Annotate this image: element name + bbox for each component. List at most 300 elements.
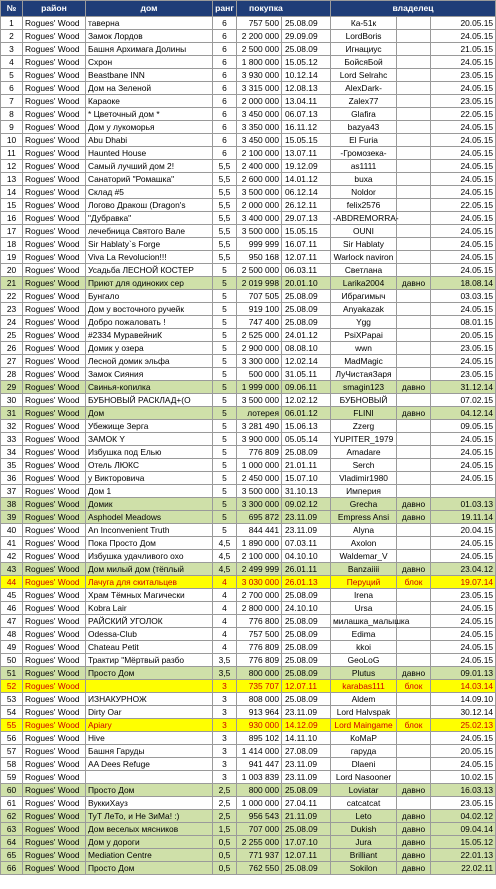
table-row	[1, 693, 496, 706]
cell-last-visit: 24.05.15	[431, 56, 496, 69]
cell-number: 40	[1, 524, 23, 537]
cell-district: Rogues' Wood	[23, 849, 86, 862]
cell-district: Rogues' Wood	[23, 823, 86, 836]
cell-status	[397, 186, 431, 199]
table-row	[1, 329, 496, 342]
cell-district: Rogues' Wood	[23, 498, 86, 511]
cell-status	[397, 30, 431, 43]
cell-last-visit: 24.05.15	[431, 355, 496, 368]
cell-last-visit	[431, 485, 496, 498]
cell-last-visit: 20.05.15	[431, 329, 496, 342]
cell-house: Санаторий "Ромашка"	[86, 173, 213, 186]
table-row	[1, 303, 496, 316]
cell-price: 800 000	[237, 784, 282, 797]
cell-status	[397, 472, 431, 485]
cell-last-visit: 24.05.15	[431, 82, 496, 95]
cell-status	[397, 524, 431, 537]
cell-number: 58	[1, 758, 23, 771]
cell-purchase-date: 06.01.12	[282, 407, 331, 420]
cell-house: таверна	[86, 17, 213, 30]
cell-status: давно	[397, 511, 431, 524]
cell-rank: 5	[213, 407, 237, 420]
cell-district: Rogues' Wood	[23, 433, 86, 446]
cell-status	[397, 147, 431, 160]
cell-owner: -Громозека-	[331, 147, 397, 160]
cell-last-visit: 16.03.13	[431, 784, 496, 797]
cell-status	[397, 394, 431, 407]
cell-rank: 5,5	[213, 186, 237, 199]
cell-number: 15	[1, 199, 23, 212]
cell-status	[397, 355, 431, 368]
cell-price: 735 707	[237, 680, 282, 693]
cell-district: Rogues' Wood	[23, 225, 86, 238]
cell-rank: 5	[213, 355, 237, 368]
cell-house: Beastbane INN	[86, 69, 213, 82]
cell-status	[397, 329, 431, 342]
cell-purchase-date: 09.06.11	[282, 381, 331, 394]
table-row	[1, 537, 496, 550]
cell-district: Rogues' Wood	[23, 589, 86, 602]
cell-rank: 3,5	[213, 654, 237, 667]
cell-rank: 1,5	[213, 823, 237, 836]
cell-house: Храм Тёмных Магически	[86, 589, 213, 602]
table-row	[1, 589, 496, 602]
cell-purchase-date: 24.10.10	[282, 602, 331, 615]
cell-owner: Перуций	[331, 576, 397, 589]
cell-purchase-date: 09.02.12	[282, 498, 331, 511]
cell-number: 11	[1, 147, 23, 160]
cell-district: Rogues' Wood	[23, 69, 86, 82]
cell-number: 64	[1, 836, 23, 849]
cell-house: Избушка удачливого охо	[86, 550, 213, 563]
cell-purchase-date: 10.12.14	[282, 69, 331, 82]
cell-district: Rogues' Wood	[23, 862, 86, 875]
cell-number: 6	[1, 82, 23, 95]
cell-house: Домик	[86, 498, 213, 511]
cell-rank: 2,5	[213, 784, 237, 797]
cell-district: Rogues' Wood	[23, 82, 86, 95]
table-row	[1, 511, 496, 524]
cell-rank: 5	[213, 511, 237, 524]
cell-district: Rogues' Wood	[23, 108, 86, 121]
cell-house	[86, 680, 213, 693]
cell-house: Mediation Centre	[86, 849, 213, 862]
cell-district: Rogues' Wood	[23, 264, 86, 277]
cell-number: 44	[1, 576, 23, 589]
cell-status	[397, 121, 431, 134]
cell-purchase-date: 25.08.09	[282, 628, 331, 641]
cell-number: 20	[1, 264, 23, 277]
cell-house: Abu Dhabi	[86, 134, 213, 147]
cell-status	[397, 316, 431, 329]
cell-district: Rogues' Wood	[23, 420, 86, 433]
cell-owner: Ygg	[331, 316, 397, 329]
cell-status	[397, 446, 431, 459]
cell-purchase-date: 25.08.09	[282, 316, 331, 329]
cell-number: 56	[1, 732, 23, 745]
cell-number: 31	[1, 407, 23, 420]
cell-price: 895 102	[237, 732, 282, 745]
cell-number: 52	[1, 680, 23, 693]
cell-status	[397, 641, 431, 654]
header-owner: владелец	[331, 1, 496, 17]
table-row	[1, 433, 496, 446]
cell-purchase-date: 23.11.09	[282, 771, 331, 784]
cell-house: Логово Дракош (Dragon's	[86, 199, 213, 212]
table-row	[1, 147, 496, 160]
cell-last-visit: 08.01.15	[431, 316, 496, 329]
cell-owner: Ибрагимыч	[331, 290, 397, 303]
cell-last-visit: 23.05.15	[431, 797, 496, 810]
cell-rank: 4	[213, 602, 237, 615]
cell-price: 747 400	[237, 316, 282, 329]
cell-house: AA Dees Refuge	[86, 758, 213, 771]
cell-last-visit: 20.04.15	[431, 524, 496, 537]
cell-number: 51	[1, 667, 23, 680]
cell-last-visit: 20.05.15	[431, 17, 496, 30]
cell-purchase-date: 25.08.09	[282, 862, 331, 875]
cell-number: 60	[1, 784, 23, 797]
cell-district: Rogues' Wood	[23, 550, 86, 563]
cell-status: давно	[397, 563, 431, 576]
cell-last-visit: 31.12.14	[431, 381, 496, 394]
cell-rank: 5,5	[213, 199, 237, 212]
cell-number: 23	[1, 303, 23, 316]
cell-house: Отель ЛЮКС	[86, 459, 213, 472]
cell-price: 757 500	[237, 628, 282, 641]
cell-owner: buxa	[331, 173, 397, 186]
cell-number: 65	[1, 849, 23, 862]
cell-status	[397, 108, 431, 121]
cell-purchase-date: 06.12.14	[282, 186, 331, 199]
cell-status	[397, 693, 431, 706]
cell-rank: 6	[213, 56, 237, 69]
cell-owner: Vladimir1980	[331, 472, 397, 485]
cell-purchase-date: 24.01.12	[282, 329, 331, 342]
cell-rank: 6	[213, 69, 237, 82]
cell-number: 17	[1, 225, 23, 238]
table-row	[1, 810, 496, 823]
cell-number: 22	[1, 290, 23, 303]
cell-status: блок	[397, 576, 431, 589]
cell-purchase-date: 04.10.10	[282, 550, 331, 563]
cell-rank: 5	[213, 342, 237, 355]
cell-number: 5	[1, 69, 23, 82]
cell-owner: Игнациус	[331, 43, 397, 56]
cell-house: Склад #5	[86, 186, 213, 199]
cell-owner: КоМаР	[331, 732, 397, 745]
header-house: дом	[86, 1, 213, 17]
cell-owner: Axolon	[331, 537, 397, 550]
cell-purchase-date: 25.08.09	[282, 654, 331, 667]
cell-last-visit: 24.05.15	[431, 472, 496, 485]
cell-last-visit: 22.02.11	[431, 862, 496, 875]
cell-status	[397, 290, 431, 303]
cell-purchase-date: 25.08.09	[282, 446, 331, 459]
cell-price: 1 000 000	[237, 797, 282, 810]
cell-purchase-date: 12.07.11	[282, 849, 331, 862]
cell-purchase-date: 07.03.11	[282, 537, 331, 550]
table-row	[1, 56, 496, 69]
table-row	[1, 446, 496, 459]
cell-rank: 6	[213, 134, 237, 147]
cell-status	[397, 459, 431, 472]
cell-owner: Zalex77	[331, 95, 397, 108]
cell-price: 2 000 000	[237, 95, 282, 108]
cell-house: РАЙСКИЙ УГОЛОК	[86, 615, 213, 628]
cell-price: 919 100	[237, 303, 282, 316]
cell-owner: Sir Hablaty	[331, 238, 397, 251]
cell-rank: 6	[213, 17, 237, 30]
cell-rank: 3,5	[213, 667, 237, 680]
cell-house: Apiary	[86, 719, 213, 732]
cell-district: Rogues' Wood	[23, 459, 86, 472]
cell-purchase-date: 08.08.10	[282, 342, 331, 355]
cell-owner: bazya43	[331, 121, 397, 134]
cell-house: Трактир "Мёртвый разбо	[86, 654, 213, 667]
cell-number: 66	[1, 862, 23, 875]
cell-last-visit: 24.05.15	[431, 121, 496, 134]
cell-number: 24	[1, 316, 23, 329]
cell-district: Rogues' Wood	[23, 381, 86, 394]
cell-district: Rogues' Wood	[23, 394, 86, 407]
cell-house: Asphodel Meadows	[86, 511, 213, 524]
cell-price: 757 500	[237, 17, 282, 30]
cell-rank: 6	[213, 30, 237, 43]
table-row	[1, 550, 496, 563]
cell-number: 21	[1, 277, 23, 290]
cell-owner: ЛуЧистаяЗаря	[331, 368, 397, 381]
cell-owner: FLINI	[331, 407, 397, 420]
cell-price: 941 447	[237, 758, 282, 771]
cell-rank: 3	[213, 706, 237, 719]
cell-district: Rogues' Wood	[23, 160, 86, 173]
header-district: район	[23, 1, 86, 17]
cell-price: 3 300 000	[237, 498, 282, 511]
cell-last-visit: 24.05.15	[431, 446, 496, 459]
cell-status	[397, 420, 431, 433]
cell-price: 3 500 000	[237, 485, 282, 498]
cell-status: давно	[397, 784, 431, 797]
cell-price: 2 600 000	[237, 173, 282, 186]
cell-number: 46	[1, 602, 23, 615]
header-rank: ранг	[213, 1, 237, 17]
cell-number: 47	[1, 615, 23, 628]
cell-status	[397, 745, 431, 758]
cell-rank: 3	[213, 693, 237, 706]
cell-district: Rogues' Wood	[23, 407, 86, 420]
cell-last-visit: 24.05.15	[431, 732, 496, 745]
cell-rank: 5	[213, 381, 237, 394]
cell-number: 30	[1, 394, 23, 407]
cell-rank: 3	[213, 745, 237, 758]
cell-owner: catcatcat	[331, 797, 397, 810]
cell-status	[397, 303, 431, 316]
cell-house: Добро пожаловать !	[86, 316, 213, 329]
cell-house: Просто Дом	[86, 784, 213, 797]
cell-owner: AlexDark-	[331, 82, 397, 95]
cell-house: Hive	[86, 732, 213, 745]
cell-purchase-date: 25.08.09	[282, 43, 331, 56]
cell-district: Rogues' Wood	[23, 771, 86, 784]
table-row	[1, 160, 496, 173]
table-row	[1, 394, 496, 407]
cell-last-visit: 23.04.12	[431, 563, 496, 576]
cell-purchase-date: 23.11.09	[282, 706, 331, 719]
cell-last-visit: 24.05.15	[431, 537, 496, 550]
cell-number: 16	[1, 212, 23, 225]
cell-price: 808 000	[237, 693, 282, 706]
cell-house: Усадьба ЛЕСНОЙ КОСТЕР	[86, 264, 213, 277]
cell-last-visit: 20.05.15	[431, 745, 496, 758]
cell-rank: 3	[213, 719, 237, 732]
table-row	[1, 498, 496, 511]
cell-status	[397, 342, 431, 355]
cell-last-visit: 07.02.15	[431, 394, 496, 407]
cell-owner: Warlock naviron	[331, 251, 397, 264]
cell-purchase-date: 25.08.09	[282, 823, 331, 836]
cell-rank: 4	[213, 589, 237, 602]
cell-house: Бунгало	[86, 290, 213, 303]
cell-district: Rogues' Wood	[23, 17, 86, 30]
table-row	[1, 290, 496, 303]
cell-last-visit: 24.05.15	[431, 303, 496, 316]
cell-status	[397, 550, 431, 563]
table-row	[1, 524, 496, 537]
cell-owner: Ursa	[331, 602, 397, 615]
cell-price: 2 200 000	[237, 30, 282, 43]
cell-house: Odessa-Club	[86, 628, 213, 641]
table-row	[1, 641, 496, 654]
cell-number: 59	[1, 771, 23, 784]
cell-house: ВуккиХауз	[86, 797, 213, 810]
cell-house: лечебница Святого Вале	[86, 225, 213, 238]
cell-purchase-date: 23.11.09	[282, 524, 331, 537]
cell-number: 4	[1, 56, 23, 69]
header-number: №	[1, 1, 23, 17]
cell-last-visit: 23.05.15	[431, 368, 496, 381]
cell-purchase-date: 26.01.13	[282, 576, 331, 589]
cell-house: Dirty Oar	[86, 706, 213, 719]
table-row	[1, 420, 496, 433]
cell-owner: БУБНОВЫЙ	[331, 394, 397, 407]
cell-district: Rogues' Wood	[23, 706, 86, 719]
cell-status	[397, 706, 431, 719]
cell-number: 57	[1, 745, 23, 758]
cell-purchase-date: 27.08.09	[282, 745, 331, 758]
cell-rank: 5	[213, 485, 237, 498]
cell-house: БУБНОВЫЙ РАСКЛАД+(О	[86, 394, 213, 407]
cell-number: 2	[1, 30, 23, 43]
cell-purchase-date: 15.05.15	[282, 134, 331, 147]
cell-price: 956 543	[237, 810, 282, 823]
cell-last-visit: 03.03.15	[431, 290, 496, 303]
cell-owner: kkoi	[331, 641, 397, 654]
table-row	[1, 862, 496, 875]
cell-last-visit: 10.02.15	[431, 771, 496, 784]
cell-owner: Noldor	[331, 186, 397, 199]
cell-district: Rogues' Wood	[23, 368, 86, 381]
cell-last-visit: 23.05.15	[431, 95, 496, 108]
cell-status: давно	[397, 849, 431, 862]
cell-last-visit: 24.05.15	[431, 251, 496, 264]
table-row	[1, 82, 496, 95]
cell-price: 776 809	[237, 446, 282, 459]
header-row	[1, 1, 496, 17]
cell-status: давно	[397, 836, 431, 849]
cell-purchase-date: 21.01.11	[282, 459, 331, 472]
cell-rank: 6	[213, 121, 237, 134]
cell-status	[397, 69, 431, 82]
cell-status	[397, 537, 431, 550]
cell-owner: Lord Nasooner	[331, 771, 397, 784]
cell-district: Rogues' Wood	[23, 316, 86, 329]
cell-rank: 0,5	[213, 836, 237, 849]
table-row	[1, 277, 496, 290]
cell-rank: 5,5	[213, 160, 237, 173]
cell-price: 3 500 000	[237, 394, 282, 407]
cell-district: Rogues' Wood	[23, 667, 86, 680]
cell-owner: Banzaiiii	[331, 563, 397, 576]
cell-purchase-date: 12.08.13	[282, 82, 331, 95]
cell-district: Rogues' Wood	[23, 485, 86, 498]
cell-price: 2 525 000	[237, 329, 282, 342]
cell-last-visit: 24.05.15	[431, 30, 496, 43]
cell-district: Rogues' Wood	[23, 121, 86, 134]
cell-status	[397, 82, 431, 95]
cell-owner: as1111	[331, 160, 397, 173]
cell-number: 14	[1, 186, 23, 199]
cell-number: 53	[1, 693, 23, 706]
cell-last-visit: 24.05.15	[431, 186, 496, 199]
cell-status: давно	[397, 277, 431, 290]
cell-owner: Alyna	[331, 524, 397, 537]
cell-house: "Дубравка"	[86, 212, 213, 225]
cell-price: 1 414 000	[237, 745, 282, 758]
cell-number: 19	[1, 251, 23, 264]
table-row	[1, 758, 496, 771]
cell-last-visit: 24.05.15	[431, 628, 496, 641]
cell-house: Схрон	[86, 56, 213, 69]
cell-house: Chateau Petit	[86, 641, 213, 654]
table-row	[1, 316, 496, 329]
cell-district: Rogues' Wood	[23, 680, 86, 693]
cell-number: 55	[1, 719, 23, 732]
cell-district: Rogues' Wood	[23, 628, 86, 641]
cell-owner: felix2576	[331, 199, 397, 212]
cell-house: Просто Дом	[86, 667, 213, 680]
cell-purchase-date: 31.05.11	[282, 368, 331, 381]
cell-last-visit: 24.05.15	[431, 550, 496, 563]
table-row	[1, 836, 496, 849]
cell-status: давно	[397, 498, 431, 511]
cell-last-visit: 09.04.14	[431, 823, 496, 836]
cell-rank: 4,5	[213, 537, 237, 550]
cell-house: Лесной домик эльфа	[86, 355, 213, 368]
cell-purchase-date: 23.11.09	[282, 758, 331, 771]
cell-district: Rogues' Wood	[23, 238, 86, 251]
cell-house: ЗАМОК Y	[86, 433, 213, 446]
cell-purchase-date: 14.12.09	[282, 719, 331, 732]
cell-number: 39	[1, 511, 23, 524]
cell-purchase-date: 25.08.09	[282, 17, 331, 30]
cell-status	[397, 225, 431, 238]
table-body	[1, 17, 496, 875]
cell-number: 29	[1, 381, 23, 394]
cell-last-visit: 23.05.15	[431, 589, 496, 602]
cell-rank: 5	[213, 433, 237, 446]
cell-owner: Anyakazak	[331, 303, 397, 316]
